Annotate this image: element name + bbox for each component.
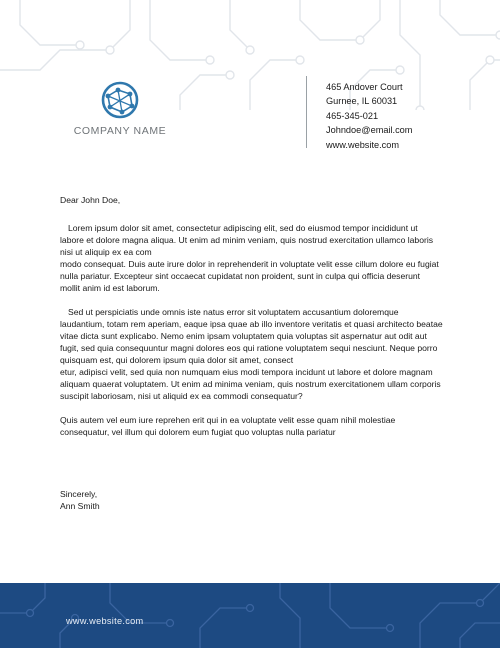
company-logo — [70, 80, 170, 137]
globe-network-icon — [100, 80, 140, 120]
paragraph-line: Quis autem vel eum iure reprehen erit qui in ea voluptate velit esse quam nihil molestiae — [60, 415, 396, 425]
company-name: COMPANY NAME — [73, 125, 167, 137]
closing-phrase: Sincerely, — [60, 489, 98, 499]
paragraph-line: Lorem ipsum dolor sit amet, consectetur adipiscing elit, sed do eiusmod tempor incididunt ut — [68, 223, 418, 233]
paragraph-line: consequatur, vel illum qui dolorem eum fugiat quo voluptas nulla pariatur — [60, 427, 336, 437]
paragraph-line: laudantium, totam rem aperiam, eaque ipsa quae ab illo inventore veritatis et quasi architecto beatae — [60, 319, 443, 329]
email-link[interactable]: Johndoe@email.com — [326, 125, 413, 136]
paragraph-line: nisi ut aliquip ex ea com — [60, 247, 152, 257]
footer-website-link[interactable]: www.website.com — [66, 616, 144, 626]
paragraph-line: mollit anim id est laborum. — [60, 283, 160, 293]
paragraph-line: modo consequat. Duis aute irure dolor in reprehenderit in voluptate velit esse cillum dolore eu fugiat — [60, 259, 439, 269]
letter-closing — [60, 488, 100, 512]
address-line-2: Gurnee, IL 60031 — [326, 96, 398, 107]
paragraph-3 — [60, 414, 450, 438]
letter-body — [60, 194, 450, 450]
paragraph-line: vitae dicta sunt explicabo. Nemo enim ipsam voluptatem quia voluptas sit aspernatur aut odit aut — [60, 331, 427, 341]
paragraph-line: aliquam quaerat voluptatem. Ut enim ad minima veniam, quis nostrum exercitationem ullam corporis — [60, 379, 441, 389]
salutation: Dear John Doe, — [60, 195, 121, 205]
paragraph-line: fugit, sed quia consequuntur magni dolores eos qui ratione voluptatem sequi nesciunt. Neque porro — [60, 343, 438, 353]
paragraph-2 — [60, 306, 450, 402]
phone-number: 465-345-021 — [326, 110, 379, 121]
paragraph-line: nulla pariatur. Excepteur sint occaecat cupidatat non proident, sunt in culpa qui officia deserunt — [60, 271, 421, 281]
header-divider — [306, 76, 307, 148]
paragraph-line: labore et dolore magna aliqua. Ut enim ad minim veniam, quis nostrud exercitation ullamco laboris — [60, 235, 434, 245]
address-line-1: 465 Andover Court — [326, 82, 403, 92]
website-link[interactable]: www.website.com — [326, 139, 400, 150]
signature-name: Ann Smith — [60, 501, 100, 511]
contact-info — [326, 80, 412, 152]
paragraph-line: suscipit laboriosam, nisi ut aliquid ex ea commodi consequatur? — [60, 391, 303, 401]
paragraph-line: etur, adipisci velit, sed quia non numquam eius modi tempora incidunt ut labore et dolore magnam — [60, 367, 433, 377]
paragraph-line: quisquam est, qui dolorem ipsum quia dolor sit amet, consect — [60, 355, 294, 365]
paragraph-line: Sed ut perspiciatis unde omnis iste natus error sit voluptatem accusantium doloremque — [68, 307, 399, 317]
paragraph-1 — [60, 222, 450, 294]
